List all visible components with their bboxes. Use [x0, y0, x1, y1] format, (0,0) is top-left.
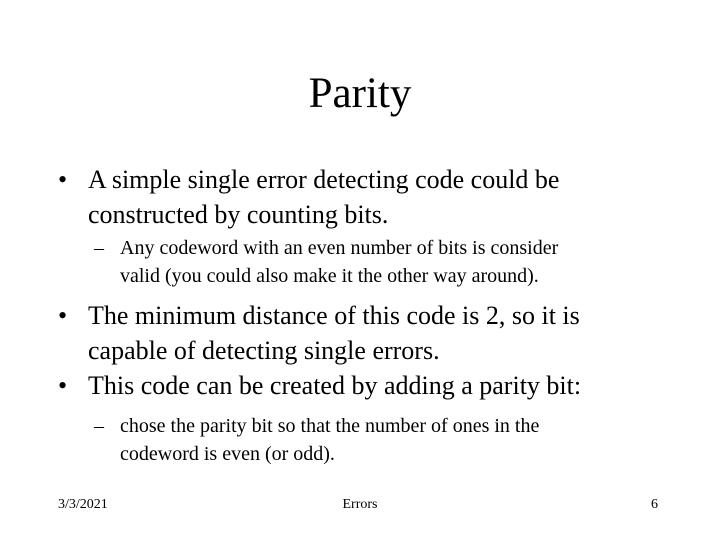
bullet-marker: •: [58, 301, 68, 330]
sub-bullet-line: valid (you could also make it the other way around).: [120, 265, 539, 287]
footer-date: 3/3/2021: [58, 497, 108, 512]
bullet-line: This code can be created by adding a parity bit:: [88, 371, 582, 400]
bullet-line: capable of detecting single errors.: [88, 336, 440, 365]
sub-bullet-line: codeword is even (or odd).: [120, 443, 335, 465]
bullet-line: The minimum distance of this code is 2, so it is: [88, 301, 580, 330]
bullet-marker: •: [58, 371, 68, 400]
sub-bullet-marker: –: [94, 415, 104, 437]
bullet-line: A simple single error detecting code could be: [88, 165, 560, 194]
slide-title: Parity: [308, 70, 412, 117]
sub-bullet-text: [120, 234, 660, 290]
bullet-line: constructed by counting bits.: [88, 200, 389, 229]
sub-bullet-marker: –: [94, 237, 104, 259]
bullet-marker: •: [58, 165, 68, 194]
footer-title: Errors: [342, 497, 378, 512]
bullet-text: [88, 298, 678, 368]
sub-bullet-text: [120, 412, 660, 468]
sub-bullet-line: Any codeword with an even number of bits is consider: [120, 237, 559, 259]
footer-page-number: 6: [651, 497, 658, 512]
bullet-text: [88, 162, 678, 232]
bullet-text: [88, 368, 678, 403]
sub-bullet-line: chose the parity bit so that the number of ones in the: [120, 415, 540, 437]
